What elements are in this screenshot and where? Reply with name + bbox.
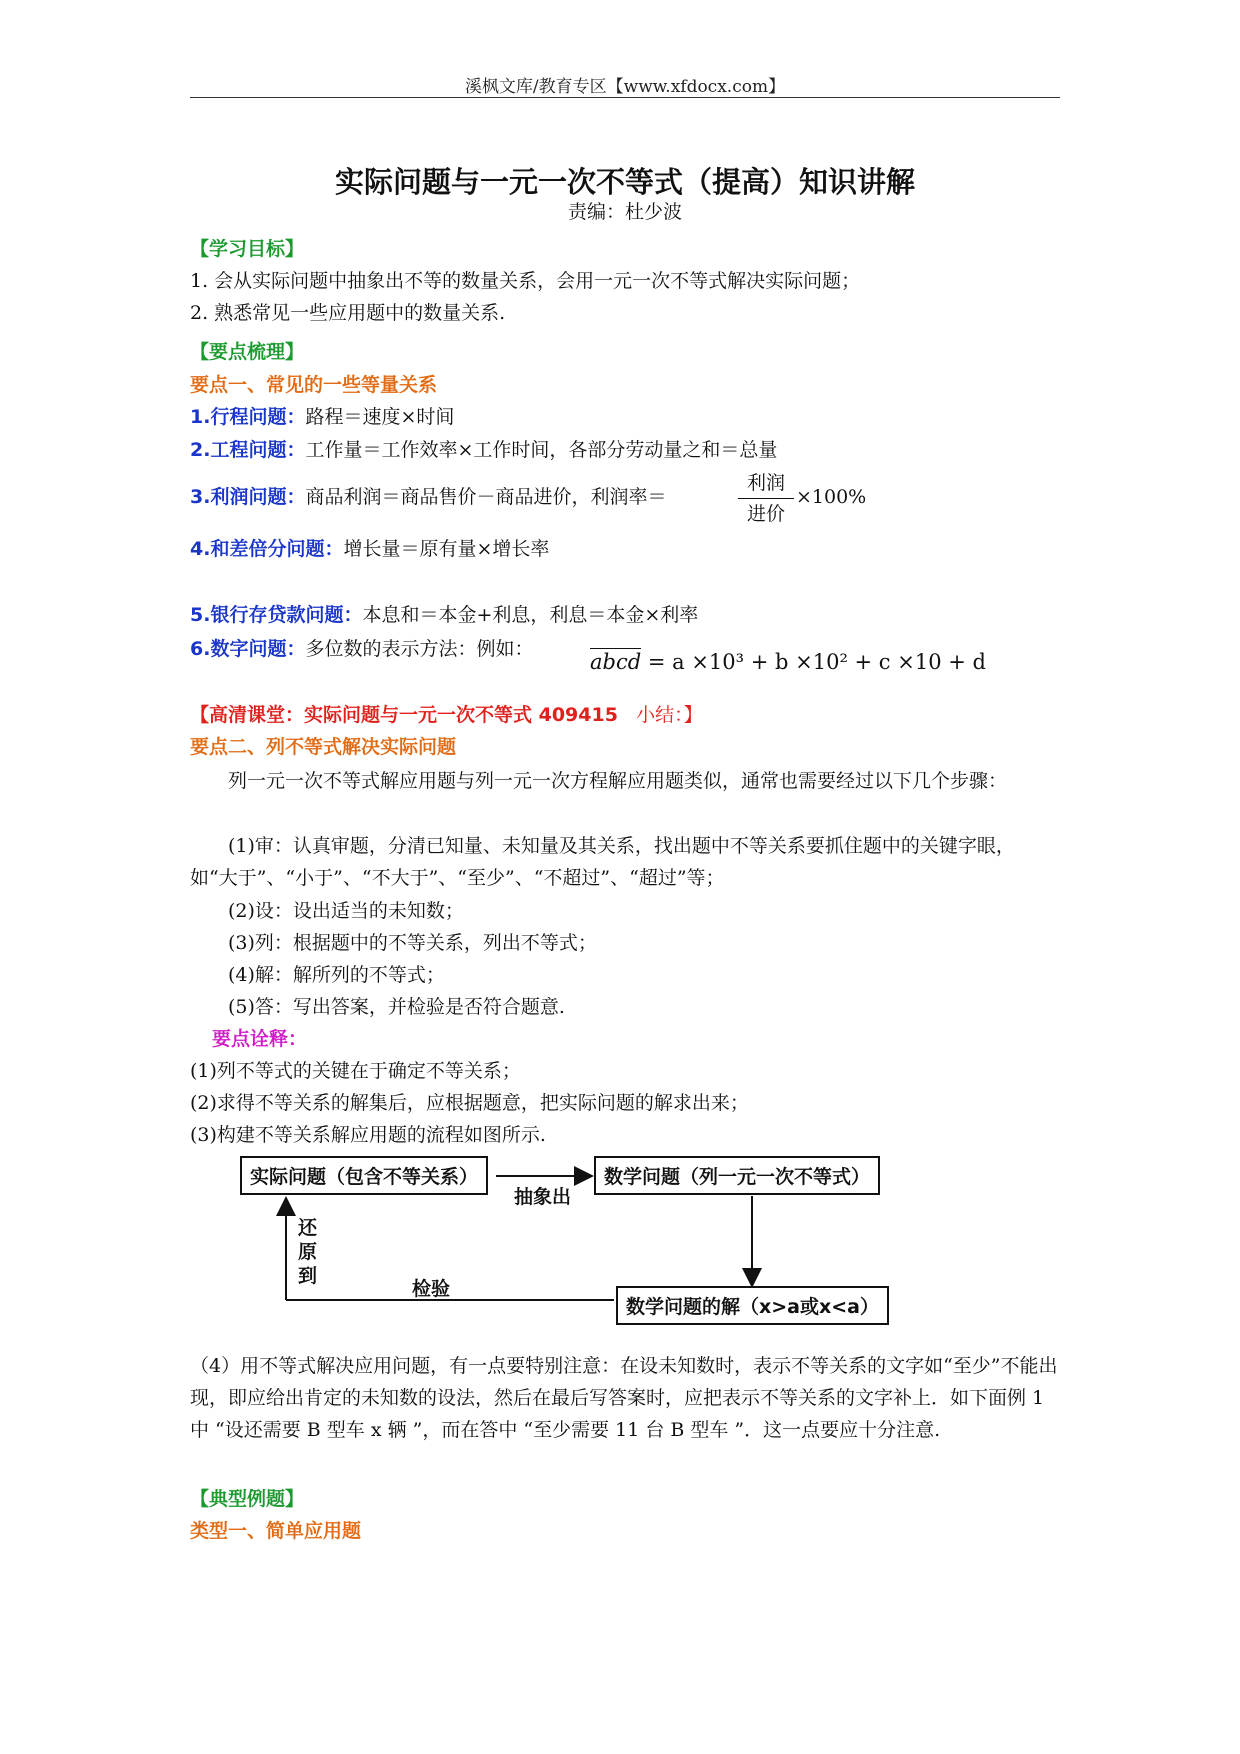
formula-rhs: = a ×10³ + b ×10² + c ×10 + d — [647, 650, 986, 674]
point1-item-profit — [190, 484, 1060, 510]
point2-step-3: (3)列：根据题中的不等关系，列出不等式； — [228, 932, 597, 954]
formula-lhs: abcd — [590, 650, 642, 674]
flow-box-math-solution: 数学问题的解（x>a或x<a） — [616, 1286, 889, 1325]
goal-item-2: 2. 熟悉常见一些应用题中的数量关系. — [190, 302, 506, 324]
point1-heading: 要点一、常见的一些等量关系 — [190, 374, 438, 396]
header-divider — [190, 97, 1060, 98]
explanation-item-2: (2)求得不等关系的解集后，应根据题意，把实际问题的解求出来； — [190, 1092, 749, 1114]
learning-goals-heading: 【学习目标】 — [190, 238, 305, 260]
flow-box-math-problem: 数学问题（列一元一次不等式） — [594, 1156, 880, 1195]
fraction-suffix: ×100% — [796, 486, 867, 508]
explanation-heading: 要点诠释： — [212, 1028, 308, 1050]
point1-item-travel — [190, 404, 1060, 430]
point1-item-work — [190, 437, 1060, 463]
item-text: 多位数的表示方法：例如： — [305, 638, 534, 660]
item-text: 本息和＝本金+利息，利息＝本金×利率 — [362, 604, 699, 626]
goal-item-1: 1. 会从实际问题中抽象出不等的数量关系，会用一元一次不等式解决实际问题； — [190, 270, 861, 292]
explanation-item-1: (1)列不等式的关键在于确定不等关系； — [190, 1060, 521, 1082]
flow-box-real-problem: 实际问题（包含不等关系） — [240, 1156, 488, 1195]
fraction-denominator: 进价 — [746, 503, 785, 525]
point2-intro: 列一元一次不等式解应用题与列一元一次方程解应用题类似，通常也需要经过以下几个步骤： — [228, 770, 1008, 792]
flow-label-check: 检验 — [412, 1278, 451, 1300]
restore-char: 到 — [298, 1265, 318, 1287]
item-label: 2.工程问题： — [190, 439, 306, 461]
item-text: 增长量＝原有量×增长率 — [343, 538, 550, 560]
item-label: 3.利润问题： — [190, 486, 306, 508]
page-header: 溪枫文库/教育专区【www.xfdocx.com】 — [464, 77, 786, 97]
type1-heading: 类型一、简单应用题 — [190, 1520, 362, 1542]
profit-rate-fraction — [738, 470, 794, 527]
point2-step-1: (1)审：认真审题，分清已知量、未知量及其关系，找出题中不等关系要抓住题中的关键字眼，如“大于”、“小于”、“不大于”、“至少”、“不超过”、“超过”等； — [190, 835, 1015, 889]
restore-char: 原 — [298, 1241, 318, 1263]
digit-formula — [590, 650, 986, 674]
item-text: 商品利润＝商品售价－商品进价，利润率＝ — [305, 486, 667, 508]
point1-item-bank — [190, 602, 1060, 628]
note-4: （4）用不等式解决应用问题，有一点要特别注意：在设未知数时，表示不等关系的文字如“至少”不能出现，即应给出肯定的未知数的设法，然后在最后写答案时，应把表示不等关系的文字补上．如下面例 1 中 “设还需要 B 型车 x 辆 ”，而在答中 “至少需要 11 台 B 型车 ”．这一点要应十分注意. — [190, 1355, 1058, 1441]
classroom-note-suffix: 小结：】 — [636, 704, 703, 726]
examples-heading: 【典型例题】 — [190, 1488, 305, 1510]
point2-step-5: (5)答：写出答案，并检验是否符合题意. — [228, 996, 565, 1018]
explanation-item-3: (3)构建不等关系解应用题的流程如图所示. — [190, 1124, 546, 1146]
item-text: 路程＝速度×时间 — [305, 406, 455, 428]
point2-heading: 要点二、列不等式解决实际问题 — [190, 736, 457, 758]
editor-line: 责编：杜少波 — [567, 201, 682, 223]
document-title: 实际问题与一元一次不等式（提高）知识讲解 — [334, 165, 915, 199]
point2-step-2: (2)设：设出适当的未知数； — [228, 900, 464, 922]
item-label: 5.银行存贷款问题： — [190, 604, 363, 626]
flow-label-restore — [298, 1216, 317, 1288]
classroom-note — [190, 702, 1060, 728]
item-label: 1.行程问题： — [190, 406, 306, 428]
item-label: 6.数字问题： — [190, 638, 306, 660]
flow-label-abstract: 抽象出 — [514, 1186, 572, 1208]
item-text: 工作量＝工作效率×工作时间，各部分劳动量之和＝总量 — [305, 439, 778, 461]
item-label: 4.和差倍分问题： — [190, 538, 344, 560]
fraction-numerator: 利润 — [746, 472, 785, 494]
point1-item-growth — [190, 536, 1060, 562]
point2-step-4: (4)解：解所列的不等式； — [228, 964, 445, 986]
restore-char: 还 — [298, 1217, 318, 1239]
classroom-note-text: 【高清课堂：实际问题与一元一次不等式 409415 — [190, 704, 618, 726]
fraction-bar — [738, 498, 794, 499]
flowchart — [232, 1152, 922, 1332]
key-points-heading: 【要点梳理】 — [190, 341, 305, 363]
